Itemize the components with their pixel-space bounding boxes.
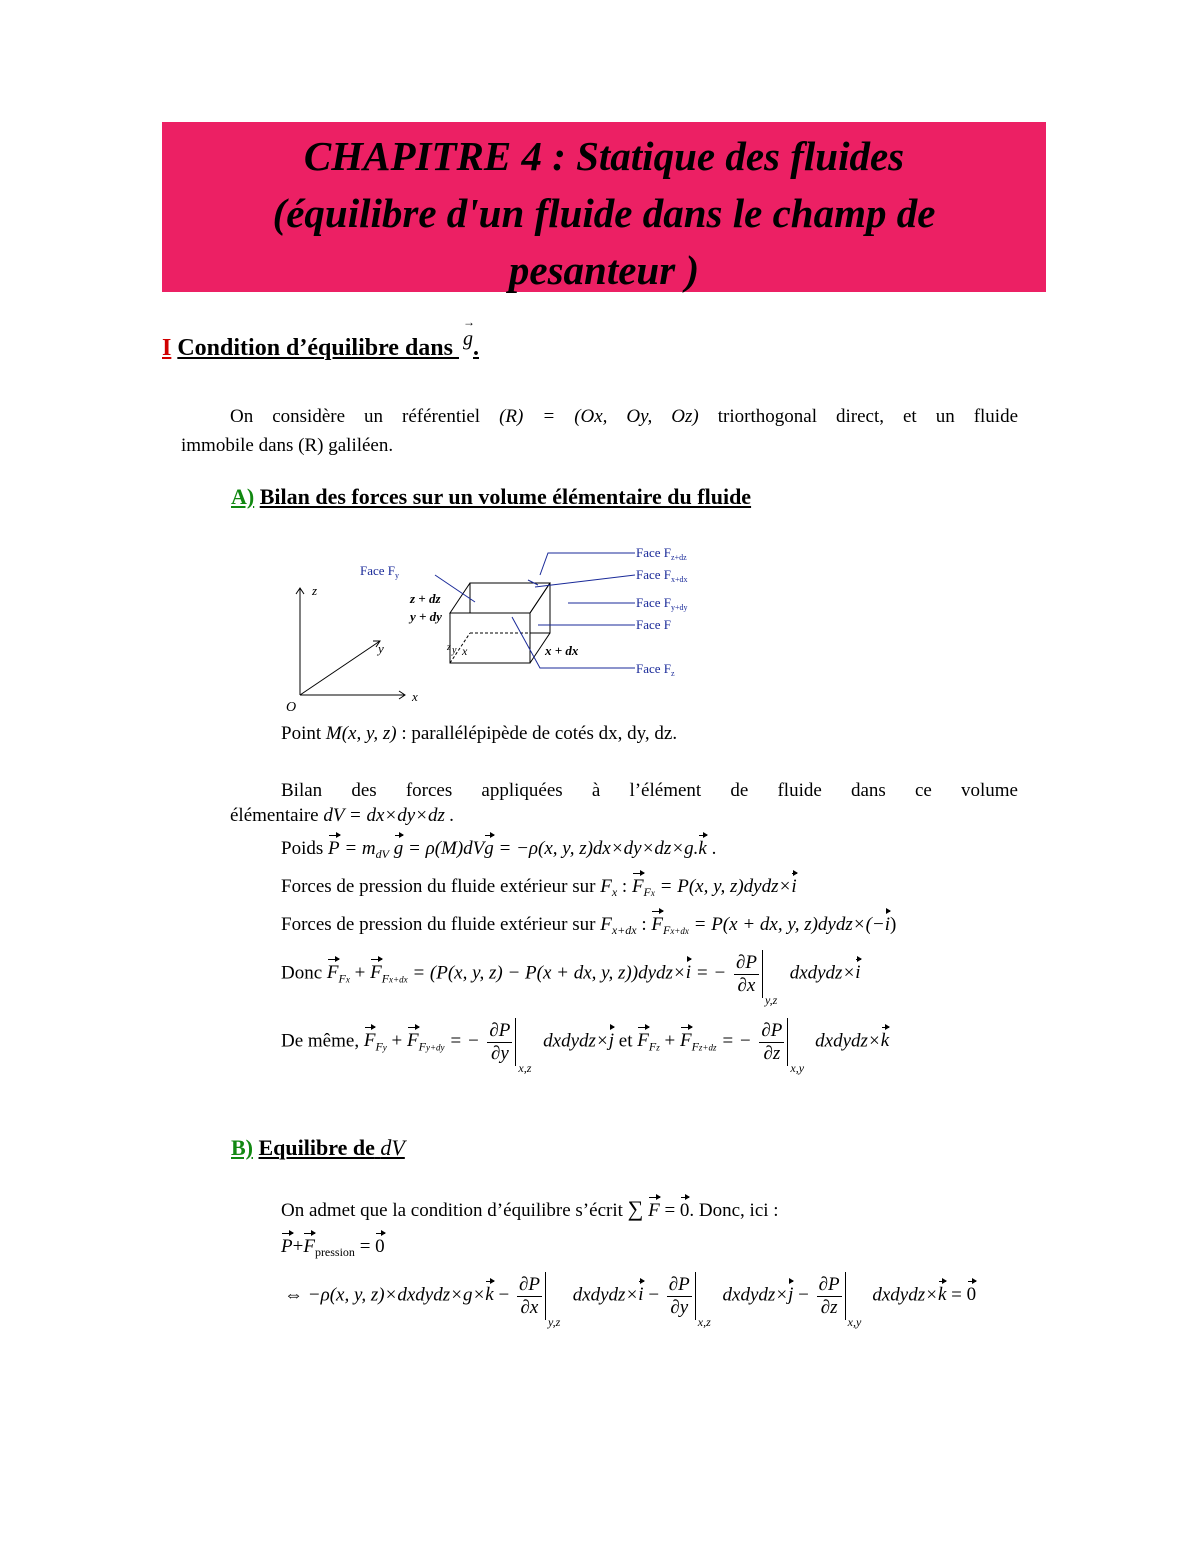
point-m-suffix: : parallélépipède de cotés dx, dy, dz. [401, 723, 678, 744]
vec-g-2: g [484, 838, 494, 859]
pression2-face: F [600, 914, 612, 935]
pression2-colon: : [641, 914, 647, 935]
dememe-den1: ∂y [491, 1042, 509, 1064]
final-num2: ∂P [668, 1273, 690, 1295]
donc-fraction [734, 952, 759, 997]
pression1-text: Forces de pression du fluide extérieur sur [281, 876, 596, 897]
final-equation [284, 1272, 977, 1329]
pression2-line [281, 914, 896, 938]
vec-k: k [698, 838, 707, 859]
chapter-title-line2: (équilibre d'un fluide dans le champ de [272, 190, 936, 236]
final-num1: ∂P [518, 1273, 540, 1295]
volume-element-diagram [280, 535, 730, 715]
final-bar-1 [545, 1272, 561, 1329]
axis-y-label: y [378, 641, 384, 656]
donc-eq: = − [695, 962, 727, 984]
dememe-num2: ∂P [761, 1019, 783, 1041]
vec-i-2: i [884, 914, 891, 935]
poids-sub: dV [375, 847, 389, 861]
vec-f-fxdx-subsub: x+dx [670, 926, 689, 936]
final-frac-2 [667, 1274, 692, 1319]
donc-subsub-2: x+dx [389, 974, 408, 985]
donc-rest: dxdydz× [789, 962, 856, 984]
admet-after: . Donc, ici : [689, 1200, 779, 1221]
final-mid3: dxdydz× [872, 1284, 938, 1306]
dm-subsub-2: y+dy [425, 1042, 445, 1053]
section-title-text: Condition d’équilibre dans [177, 335, 453, 361]
origin-label: O [286, 700, 297, 715]
section-heading-1 [162, 328, 479, 362]
vec-zero-1: 0 [679, 1200, 690, 1221]
vec-f-donc-1: F [326, 962, 339, 984]
pression1-colon: : [621, 876, 628, 897]
vec-i-4: i [855, 962, 861, 984]
section-a-title: Bilan des forces sur un volume élémentaire du fluide [259, 484, 752, 509]
dememe-rest2: dxdydz× [815, 1030, 881, 1052]
section-b-label: B) [231, 1135, 253, 1160]
chapter-title-banner [162, 122, 1046, 292]
donc-mid: = (P(x, y, z) − P(x + dx, y, z))dydz× [412, 962, 686, 984]
admet-eq: = [664, 1200, 676, 1221]
label-z-small: z [447, 642, 451, 653]
dememe-den2: ∂z [763, 1042, 781, 1064]
dememe-bar-sub2: x,y [790, 1061, 805, 1075]
final-den1: ∂x [520, 1296, 539, 1318]
chapter-title-line3: pesanteur ) [508, 247, 700, 293]
final-bar-3 [845, 1272, 862, 1329]
vec-f-dm-1: F [363, 1030, 376, 1052]
vec-f-pression: F [303, 1236, 315, 1257]
poids-rest: = ρ(M)dV [408, 838, 485, 859]
face-f-label: Face F [636, 617, 672, 632]
intro-text-b: triorthogonal direct, et un fluide [717, 406, 1019, 427]
dm-subsub-1: y [382, 1042, 387, 1053]
bilan-text: élémentaire [230, 805, 319, 826]
dememe-line: De même, $F_{Fy} + F_{Fy+dy}$ = − $\frac{\partial P}{\partial y}$ x,z dxdydz×j et $F_{Fz} + F_{Fz+dz}$ = − $\frac{\partial P}{\partial z}$ x,y dxdydz×k [281, 1019, 890, 1075]
vec-zero-3: 0 [966, 1284, 977, 1306]
admet-text: On admet que la condition d’équilibre s’écrit [281, 1200, 623, 1221]
pression1-face: F [600, 876, 612, 897]
vec-f-fx: F [631, 876, 644, 897]
point-m-prefix: Point [281, 723, 322, 744]
intro-line1 [230, 402, 1018, 431]
vec-f-donc-2: F [370, 962, 382, 984]
label-y-dy: y + dy [410, 609, 442, 624]
pression1-line [281, 876, 797, 900]
face-fzdz-label: Face $F_{z+dz}$ [636, 545, 687, 562]
final-sub2: x,z [697, 1315, 711, 1329]
cube-edge-tr [530, 583, 550, 613]
dememe-bar-2 [787, 1018, 805, 1075]
pression-sum-eq: = [359, 1236, 371, 1257]
vec-i-3: i [685, 962, 692, 984]
final-den2: ∂y [670, 1296, 689, 1318]
poids-label: Poids [281, 838, 324, 859]
pression2-rhs: = P(x + dx, y, z)dydz×(− [693, 914, 885, 935]
axis-y-line [300, 641, 380, 695]
point-m-line [281, 723, 677, 745]
donc-num: ∂P [735, 951, 757, 973]
axes [296, 588, 405, 699]
pointer-fxdx [535, 575, 635, 587]
final-eq: = [951, 1284, 962, 1306]
donc-sub-1: F [338, 971, 346, 986]
axis-z-label: z [312, 583, 318, 598]
dememe-eq1: = − [449, 1030, 480, 1052]
admet-line [281, 1196, 779, 1222]
dememe-label: De même, [281, 1030, 360, 1052]
dm-subsub-4: z+dz [698, 1042, 717, 1053]
section-title-period: . [473, 335, 479, 361]
dememe-and: et [618, 1030, 633, 1052]
final-den3: ∂z [820, 1296, 838, 1318]
bilan-expr: dV = dx×dy×dz . [323, 805, 455, 826]
donc-bar-sub: y,z [764, 993, 778, 1007]
face-fz-label: Face $F_z$ [636, 661, 675, 678]
final-minus3: − [798, 1284, 809, 1306]
dm-sub-4: F [691, 1039, 699, 1054]
dememe-eq2: = − [721, 1030, 752, 1052]
vec-f-fx-sub: F [643, 885, 651, 899]
final-minus1: − [498, 1284, 510, 1306]
donc-label: Donc [281, 962, 323, 984]
label-x: x [462, 644, 468, 658]
vec-f-fxdx: F [651, 914, 663, 935]
label-z-dz: z + dz [410, 591, 441, 606]
pression1-face-sub: x [611, 885, 618, 899]
pression1-rhs: = P(x, y, z)dydz× [659, 876, 792, 897]
bilan-line1: Bilan des forces appliquées à l’élément de fluide dans ce volume [281, 780, 1018, 801]
final-minus2: − [648, 1284, 660, 1306]
section-number: I [162, 335, 172, 361]
poids-end: . [711, 838, 717, 859]
label-x-dx: x + dx [545, 643, 579, 658]
face-fxdx-label: Face $F_{x+dx}$ [636, 567, 688, 584]
final-mid2: dxdydz× [722, 1284, 789, 1306]
section-heading-b [231, 1135, 405, 1161]
section-b-title [259, 1135, 405, 1160]
intro-line2: immobile dans (R) galiléen. [181, 435, 394, 456]
pointer-fzdz [540, 553, 635, 575]
chapter-title-line1: CHAPITRE 4 : Statique des fluides [303, 133, 905, 179]
final-frac-3 [817, 1274, 842, 1319]
section-title [177, 328, 479, 361]
bilan-line2 [230, 805, 454, 827]
pression-sum-plus: + [292, 1236, 304, 1257]
pointer-fy [435, 575, 475, 602]
vec-k-3: k [485, 1284, 494, 1306]
final-frac-1 [517, 1274, 542, 1319]
final-mid1: dxdydz× [572, 1284, 639, 1306]
section-b-symbol: dV [380, 1135, 405, 1160]
dememe-rest1: dxdydz× [543, 1030, 609, 1052]
vec-i-5: i [638, 1284, 644, 1306]
g-vector-symbol: → g [463, 328, 473, 351]
label-y-small: y [452, 645, 457, 656]
vec-k-2: k [880, 1030, 890, 1052]
final-start: ⇔ −ρ(x, y, z)×dxdydz×g× [284, 1284, 486, 1306]
poids-rest2: = −ρ(x, y, z)dx×dy×dz×g. [498, 838, 699, 859]
vec-p-2: P [281, 1236, 293, 1257]
pression-sub: pression [314, 1245, 355, 1259]
axis-x-label: x [412, 689, 418, 704]
intro-text-a: On considère un référentiel [230, 406, 481, 427]
final-sub1: y,z [547, 1315, 561, 1329]
dm-sub-3: F [648, 1039, 657, 1054]
point-m-expr: M(x, y, z) [325, 723, 397, 744]
vec-zero-2: 0 [375, 1236, 385, 1257]
donc-sub-2: F [381, 971, 390, 986]
final-sub3: x,y [847, 1315, 862, 1329]
vec-p: P [328, 838, 340, 859]
vec-f-dm-4: F [679, 1030, 692, 1052]
vec-f-admet: F [648, 1200, 660, 1221]
dememe-bar-1 [515, 1018, 532, 1075]
final-bar-2 [695, 1272, 711, 1329]
admet-sum: ∑ [627, 1196, 644, 1221]
section-heading-a [231, 484, 751, 510]
pression2-end: ) [890, 914, 897, 935]
vec-g-1: g [393, 838, 404, 859]
vec-f-fxdx-sub: F [662, 923, 671, 937]
donc-line: Donc $F_{Fx} + F_{Fx+dx} = (P(x$, y, z) − P(x + dx, y, z))dydz×i = − $\frac{\partial P}{\partial x}$ y,z dxdydz×i [281, 951, 861, 1007]
dememe-frac-1 [487, 1020, 512, 1065]
pression2-text: Forces de pression du fluide extérieur sur [281, 914, 596, 935]
dm-sub-1: F [375, 1039, 383, 1054]
cube-top-face [450, 583, 550, 613]
donc-den: ∂x [737, 974, 756, 996]
vec-f-dm-2: F [407, 1030, 419, 1052]
dm-sub-2: F [418, 1039, 426, 1054]
section-b-title-text: Equilibre de [258, 1135, 375, 1160]
face-fy-label: Face $F_y$ [360, 563, 400, 580]
dm-subsub-3: z [656, 1042, 660, 1053]
dememe-num1: ∂P [489, 1019, 511, 1041]
pression-sum-line [281, 1236, 385, 1260]
intro-referential: (R) = (Ox, Oy, Oz) [499, 406, 699, 427]
vec-j-2: j [788, 1284, 794, 1306]
pression2-face-sub: x+dx [611, 923, 637, 937]
dememe-frac-2 [759, 1020, 784, 1065]
vec-f-dm-3: F [637, 1030, 649, 1052]
vec-i-1: i [791, 876, 797, 897]
poids-expr: = m [344, 838, 376, 859]
donc-subsub-1: x [345, 974, 350, 985]
vec-f-fx-subsub: x [650, 888, 655, 898]
poids-line [281, 838, 716, 862]
donc-eval-bar [762, 950, 778, 1007]
section-a-label: A) [231, 484, 255, 509]
face-fydy-label: Face $F_{y+dy}$ [636, 595, 688, 612]
dememe-bar-sub1: x,z [518, 1061, 532, 1075]
vec-k-4: k [937, 1284, 947, 1306]
final-num3: ∂P [818, 1273, 840, 1295]
vec-j-1: j [608, 1030, 615, 1052]
